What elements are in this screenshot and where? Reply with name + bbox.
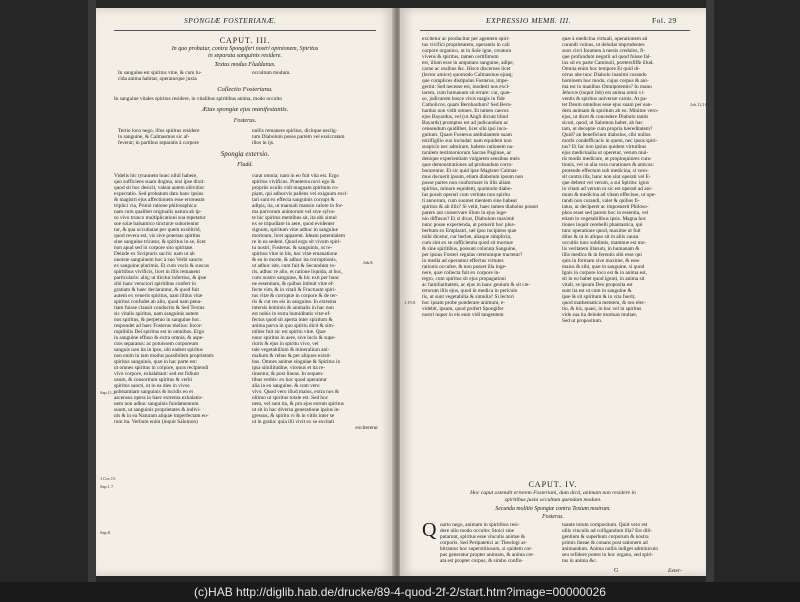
body-line: videbit, ipsum, quod profert Spongifer — [422, 306, 504, 312]
body-line: ata est propter corpus, & simbo conflu- — [440, 558, 524, 564]
body-line: Quid? an beneficium diabolus, cibi nullus — [562, 132, 651, 138]
body-line: ne essentiam, & quibus imbuit vitæ ef- — [252, 281, 335, 287]
body-line: latus, ut deciperet ac imposuerit Philoso- — [562, 204, 649, 210]
body-line: que profundum negotii ad quod fuisse fal- — [562, 54, 652, 60]
body-line: ultimo ut spiritus totale est. Sed hoc — [252, 395, 329, 401]
body-line: cerus abe tunc Diabolo inanimi curando — [562, 72, 647, 78]
body-line: animandum. Anima nullis indiget adminiculo — [562, 546, 659, 552]
body-line: bus. Omnes animæ singulae & Spiritus in — [252, 359, 341, 365]
body-line: ris & cut res eis in sanguine. In extrema — [252, 299, 337, 305]
body-line: per ipsius Fosteri regulas ceterumque tractetur? — [422, 252, 523, 258]
section-author: Fosterus. — [542, 514, 564, 520]
signature-mark: G — [614, 568, 619, 574]
body-line: ma est in manibus Omnipotentis? In manu — [562, 84, 652, 90]
body-line: piam, qui adhucvis pallens vel exiguum exci- — [252, 191, 349, 197]
body-line: in vitam ad verum ut sic est operati ad ani- — [562, 186, 653, 192]
body-line: tionis, vel ut alia vera curationes & amicos: — [562, 162, 655, 168]
body-line: dem animam & spiritum ab eo. Minime vero- — [562, 108, 659, 114]
right-page — [400, 8, 709, 576]
body-line: ti annorum, cum suomet mentem sine habeat — [422, 198, 517, 204]
body-line: malium & rebus & per aliquos existi- — [252, 353, 332, 359]
body-line: spiritus vitæ in his, hac vitæ emanatione — [252, 251, 338, 257]
right-page-header: EXPRESSIO MEMB. III. — [486, 16, 571, 25]
body-line: te hic spiritus mentibus sit, ita ubi simul — [252, 215, 337, 221]
body-line: spiritus confudet ab alio, quod nam penu- — [114, 299, 203, 305]
fluddanus-line: cida anima habitat, operaturque juxta — [118, 76, 197, 82]
fosterus-line: Tertio loco nego, illos spiritus residere — [118, 128, 200, 134]
body-line: tio, & his, quasi, in hac vel in spiritus — [562, 306, 642, 312]
body-line: tus vitæ & corruptæ in corpore & de ter- — [252, 293, 338, 299]
body-line: suos circi foramen à mesis credulos, fi- — [562, 48, 646, 54]
body-line: spiritus sanguinis, quæ in hac parte est: — [114, 359, 198, 365]
body-line: autem ex veneris spiritus, nam illitus vitæ — [114, 293, 203, 299]
body-line: Catholicos, quam Bernhardum? Sed Bern- — [422, 102, 512, 108]
body-line: cum sint ex se sufficientia quod sit mortuæ — [422, 240, 513, 246]
body-line: phos esset sed parem hoc in essentia, vel — [562, 210, 649, 216]
body-line: curandi vulnus, ut deludat imprudentes — [562, 42, 645, 48]
body-line: berbum ex Emplastri, uel ipso incipiens quæ — [422, 228, 517, 234]
body-line: triplici via, Primò ratione philosophica: — [114, 203, 198, 209]
body-line: substantiam sanguinis & lucidis eo et — [114, 389, 194, 395]
body-line: nunc spiritus in aere, sive lucis & supe- — [252, 335, 336, 341]
body-line: etiam in vegetabilibus ipsis. Magna hoc — [562, 216, 647, 222]
catchword: Exter- — [668, 568, 682, 574]
body-line: gentium & superbum corporum & nostra — [562, 534, 649, 540]
body-line: & magistri ejus affectionem esse erroneam — [114, 197, 205, 203]
body-line: carne ac ossibus &c. Hisce discernes licet — [422, 66, 511, 72]
body-line: ullis vinculis ad colligandum illa? Est dili- — [562, 528, 653, 534]
body-line: seu refidere potest in hoc organo, sed spiri- — [562, 552, 654, 558]
body-line: corpore organico, ut in Sole igne, creatura — [422, 48, 512, 54]
body-line: tam, ut deceptæ cum propria hæreditatem? — [562, 126, 653, 132]
body-line: ma parvorum animorum vel sive sylva- — [252, 209, 336, 215]
body-line: terorum illis ejus, quod in medica in periculo — [422, 288, 518, 294]
body-line: ut adhuc iste, cum fuit & Secundum ro- — [252, 263, 336, 269]
body-line: so vivo trunco multiplicationi sua repetatur — [114, 215, 206, 221]
left-page — [96, 8, 394, 576]
body-line: ut sit in hac diversa generatione ipsius in- — [252, 407, 341, 413]
body-line: Jehovæ (inquit Job) est anima omni vi- — [562, 90, 645, 96]
left-chapter-subtitle-2: in separata sanguinis residere. — [208, 53, 282, 59]
fosterus-left-col — [118, 128, 248, 146]
left-scan-edge — [88, 0, 96, 582]
body-line: Bayards) promptus est ad judicandum ac — [422, 120, 509, 126]
body-line: hominem hoc modo, cujus corpus & ani- — [562, 78, 649, 84]
body-line: dilus & ut in aliquo sit in aliis causa — [562, 234, 639, 240]
body-line: non apud sed in corpore sito spiritate. — [114, 245, 194, 251]
body-line: tiones inquit cerebelli phantastica, qui — [562, 222, 643, 228]
body-line: rationis occultæ, & non posset illa inge- — [422, 264, 507, 270]
body-line: tur, & qua occultatae per quem exsilitrid, — [114, 227, 201, 233]
body-line: nio diffusus? Et si dicat, Diabolum maximè — [422, 216, 515, 222]
body-line: lus possit operari cum veritate non spiritu — [422, 192, 510, 198]
body-line: primis lineae & conans post rationem ad — [562, 540, 648, 546]
body-line: mirifigilio suo includat: nam equidem non — [422, 138, 512, 144]
body-line: Videlis hic tyrannem hunc nihil habere, — [114, 173, 198, 179]
body-line: maius & sibi, quæ in sanguine, si quod — [562, 264, 645, 270]
body-line: sit contra illa, hanc non sint operati vel E- — [562, 174, 651, 180]
fosterus-label: Fosterus. — [233, 118, 257, 124]
right-scan-edge — [706, 0, 714, 582]
body-line: quod sit hoc desicit, valeat autem ubivitior — [114, 185, 205, 191]
body-line: ventis & spiritus universæ carnis. At pa- — [562, 96, 648, 102]
body-line: tinentur, & post lineas. In sequen- — [252, 371, 324, 377]
folio-number: Fol. 29 — [652, 16, 677, 25]
body-line: (lector amice) quomodo Calmasmus ejusq; — [422, 72, 513, 78]
body-line: sit in eo habet quod ignoti, in anima sit — [562, 276, 645, 282]
body-line: Omnia enim hoc tempore Et quid di- — [562, 66, 640, 72]
body-line: in media ad operantur effectus virtutes — [422, 258, 504, 264]
body-line: ctos separatus: ac potuissem corporeum — [114, 341, 199, 347]
body-line: mus docuerit ipsum, etiam diabolum ipsum non — [422, 174, 524, 180]
margin-note: 1.19.8. — [404, 300, 417, 305]
body-line: illis medica & in ferentis sibi esse qui — [562, 252, 642, 258]
spongia-label: Spongia extersio. — [220, 150, 270, 158]
body-line: nem non adhuc sanguinis fundamentum — [114, 401, 199, 407]
body-line: vivo. Quod vero illud maius, extra nos & — [252, 389, 339, 395]
body-line: Ignis in corpore loco est & in anima est, — [562, 270, 647, 276]
body-line: usum, & consortium spiritus & verbi — [114, 377, 192, 383]
body-line: quæ demonstrationes ad probandum corro- — [422, 162, 513, 168]
fluddanus-line: occultum modum. — [252, 70, 291, 76]
margin-note: Sap.11.2. — [100, 390, 117, 395]
body-line: hoc ipsam probe ponderare animum, e- — [422, 300, 505, 306]
body-line: vitali, se ipsum Deo proposita est — [562, 282, 633, 288]
body-line: nere, quæ collecta fuit ex corpore in- — [422, 270, 501, 276]
body-line: tale vegetabilium & mineralium ani- — [252, 347, 330, 353]
body-line: ut omnes spiritus in corpore, quos recipiendi — [114, 365, 209, 371]
body-line: randi non curandi, valet & quibus fi- — [562, 198, 640, 204]
fluddanus-right-col — [252, 70, 372, 76]
body-line: respondet ad haec Fosterus melius: Incor- — [114, 323, 203, 329]
margin-note: Sap.8. — [100, 530, 111, 535]
body-line: spiritus & ab illis? Si velit, haec tamen diabolus posset — [422, 204, 538, 210]
body-line: & sine spiritibus, possunt colorata Sanguine, — [422, 246, 517, 252]
body-line: tis modis medicare, ut propinquiores cura- — [562, 156, 652, 162]
body-line: mum & medicina ad vitam effecisse, ut ope- — [562, 192, 657, 198]
body-line: lis veritatem illarum, in humanam & — [562, 246, 640, 252]
body-line: sibi hanc veraciori spiritibus confert in — [114, 281, 196, 287]
body-line: tegro, cum spiritus sit ejus propagationi — [422, 276, 506, 282]
right-chapter-subtitle-2: spiritibus juxta occultum quendam modum. — [504, 497, 602, 503]
body-line: posse partes non conformare in illis aliam — [422, 180, 511, 186]
body-line: tus in anima &c. — [562, 558, 598, 564]
body-line: nis & in ea Naturam aliquæ imperfectam eo- — [114, 413, 209, 419]
body-line: signum, spiritum vitæ adhuc in sanguine — [252, 227, 338, 233]
body-line: suum, ut sanguinis proprietates & indivi- — [114, 407, 201, 413]
body-line: quis in formam sive maxime, & esse — [562, 258, 640, 264]
body-line: ejus Bayardus, vel (ut Angli dicunt blind — [422, 114, 509, 120]
body-line: tunc operatione quod, maxime ut fuit — [562, 228, 641, 234]
body-line: quod revera est, vis sive potestas spiritus — [114, 233, 201, 239]
right-body-col-2 — [562, 36, 690, 328]
body-line: que complices distipulus Fosterus, impe- — [422, 78, 509, 84]
catchword: exciteretur — [355, 425, 378, 431]
body-line: vivens & spiritus, tamen certifimum — [422, 54, 499, 60]
body-line: fecte vim, & in vitali & Fructuum spiri- — [252, 287, 337, 293]
body-line: tus vivifici proprietatem, operantis in cali — [422, 42, 510, 48]
body-line: sanguis non ita in ipso, ubi eadem spiritus — [114, 347, 203, 353]
collectio-text: In sanguine vitales spiritus residere, in vitalibus spiritibus anima, modo occulto — [114, 96, 283, 102]
body-line: tiam fuisse clausit conductio & Sed Textus — [114, 305, 205, 311]
body-line: tuante totum compositum. Quid vero est — [562, 522, 648, 528]
body-line: ipsa similitudine, vicenus et ita re- — [252, 365, 325, 371]
body-line: tu nostri, Fosterus. & sanguinis, ut re- — [252, 245, 333, 251]
fosterus-line: tum Diabolum posse partem vel exsiccatam — [252, 134, 345, 140]
body-line: curat omnia; nam in eo fuit vita est. Ergo — [252, 173, 339, 179]
body-line: tari sunt ex effecta sanguinis corrupt & — [252, 197, 335, 203]
body-line: ex se tripudiare in aere, quod evidenter — [252, 221, 335, 227]
body-line: nunc posse experienda, ut potuerit hoc plus- — [422, 222, 516, 228]
fluddanus-left-col — [118, 70, 248, 82]
body-line: vivo corpore, exhalabant: sed est fidium — [114, 371, 200, 377]
body-line: rum ita. Verbum enim (inquit Salomon) — [114, 419, 198, 425]
margin-note: Sap.1.7. — [100, 484, 115, 489]
body-line: nam cum qualibet originalis natura ab ip- — [114, 209, 202, 215]
body-line: fectus quod sit aperta inter spiritum & — [252, 317, 333, 323]
right-bottom-col-1 — [440, 522, 560, 564]
body-line: ex sanguine plurimis. Et cum vocis & suscus — [114, 263, 210, 269]
margin-note: Job.8. — [363, 260, 374, 265]
body-line: nos spiritus, & perpetuo in sanguine hoc. — [114, 317, 201, 323]
body-line: est, illum esse in amputato sanguine, adipe, — [422, 60, 514, 66]
left-page-header: SPONGIÆ FOSTERIANÆ. — [184, 16, 277, 25]
body-line: uarto nego, animam in spiritibus resi- — [440, 522, 520, 528]
body-line: suspicio nec admirare, habens rationem na- — [422, 144, 514, 150]
body-line: niliter fuit sic est spiritu vitæ. Quæ — [252, 329, 326, 335]
body-line: gerint: Sed necesse est, modesti nos exci- — [422, 84, 510, 90]
body-line: sic vitalis spiritus, nam sanguinis autem — [114, 311, 199, 317]
section-label: Secunda molitio Spongiæ contra Textum nostrum. — [495, 506, 611, 512]
body-line: censendum quidlibet, licet sibi ipsi inco- — [422, 126, 508, 132]
body-line: bitrantur hoc superstitiosum, si quidem cor- — [440, 546, 533, 552]
fosterus-line: feverat; in partibus separatis à corpore — [118, 140, 200, 146]
body-line: turalem testimoniorum Sacrae Paginae, ac — [422, 150, 512, 156]
drop-capital: Q — [422, 519, 437, 541]
body-line: spiritus, minore equidem, quomodo diabo- — [422, 186, 513, 192]
body-line: ruptibilis Dei spiritus est in omnibus. Ergo — [114, 329, 205, 335]
fluddanus-line: In sanguine est spiritus vitæ, & cum lu- — [118, 70, 202, 76]
body-line: anima parva in quo spiritu dicit & sim- — [252, 323, 335, 329]
body-line: quod mathematica mentem, & seo elec- — [562, 300, 647, 306]
body-line: ut in gratia: quia illi vivit ex se excitati — [252, 419, 335, 425]
body-line: parere aut conservare illum in ejus inge- — [422, 210, 508, 216]
body-line: dere ullo modo occulto: Stoici sine — [440, 528, 514, 534]
body-line: tibus verbis: ex hoc quod operantur — [252, 377, 327, 383]
body-line: gnitum. Quare Fosterus ambulantem suam — [422, 132, 512, 138]
body-line: rioris & ejus in spiritu vivo, vel — [252, 341, 319, 347]
body-line: tus? Et fac non ipsius quidem virtutibus — [562, 144, 647, 150]
fosterus-right-col — [252, 128, 376, 146]
body-line: tet Deum omnibus esse ejus suam per ean- — [562, 102, 653, 108]
body-line: ascensus opera in haec extrema exhalatio- — [114, 395, 203, 401]
body-line: denique experientiam vulgarem sensibus meis — [422, 156, 520, 162]
body-line: particularis: aliq; ut dicitur infertius, & ipse — [114, 275, 207, 281]
body-line: est nobis in extra humiditatis vitæ ef- — [252, 311, 331, 317]
body-line: sue solæ balsamico tincturæ suborientur — [114, 221, 200, 227]
left-chapter-subtitle-1: In quo probatur, contra Spongiferi nostri opinionem, Spiritus — [171, 46, 319, 52]
body-line: nem, vel sunt ita, & pro ejus eorum spiritus — [252, 401, 344, 407]
right-body-col-1 — [422, 36, 558, 328]
body-line: que debent vel verum, a sui Spiritu: ignis — [562, 180, 650, 186]
body-line: in sanguine effuso & extra omnia, & aspe- — [114, 335, 204, 341]
fosterus-line: illos in ijs. — [252, 140, 275, 146]
left-chapter-title: CAPUT. III. — [219, 36, 271, 45]
body-line: gratiam & haec declarantur, & quod fuit — [114, 287, 199, 293]
body-line: tarem, cum humanum sit errare: cur, quæ- — [422, 90, 511, 96]
body-line: non enim in tam modus possibilem proprietatis — [114, 353, 214, 359]
right-header-rule — [420, 30, 690, 31]
collectio-label: Collectio Fosteriana. — [217, 86, 273, 93]
body-line: unoiste sanguinem hoc à suo Verbi sancto — [114, 257, 203, 263]
body-line: ejus, ut dicet & concedere Diabolo tantis — [562, 114, 649, 120]
body-line: spiritus sancti, ut in ea dies in vivos — [114, 383, 190, 389]
body-line: Sed ut propositum. — [562, 318, 603, 324]
textus-label: Textus modus Fluddanus. — [214, 62, 276, 68]
body-line: quæ à medicina virtuali, operationem ad — [562, 36, 648, 42]
body-line: mihi dicetur, cur herbæ, aliaque simplicia, — [422, 234, 512, 240]
body-line: putarunt, spiritus esse vinculis animæ & — [440, 534, 526, 540]
body-line: excitetur ac producitur per agentem spiri- — [422, 36, 510, 42]
fosterus-line: nullis remanere spiritus, dicitque neclig- — [252, 128, 338, 134]
right-chapter-title: CAPUT. IV. — [528, 480, 578, 489]
body-line: cum nostro sanguine, & hic exit per hunc — [252, 275, 340, 281]
body-line: so, judicarem hosce viros magis in fide — [422, 96, 505, 102]
body-line: borarentur. Et sic quid ipse Magister Calmas- — [422, 168, 519, 174]
fludd-label: Fludd. — [237, 162, 253, 168]
body-line: re in ea sedem. Quod ergo sit vivum spiri- — [252, 239, 342, 245]
right-chapter-subtitle-1: Hoc caput ostendit errorem Fosteriani, dum dicit, animam non residere in — [470, 490, 636, 496]
body-line: occultis tunc sublimis, mammæ est mo- — [562, 240, 647, 246]
body-line: spiritibus vivificis, licet in illis remanent — [114, 269, 200, 275]
right-bottom-col-2 — [562, 522, 690, 564]
body-line: ipse & sit spiritum & in vita fuerit, — [562, 294, 636, 300]
body-line: mortuum, licet apparent. Ideam potentialem — [252, 233, 345, 239]
body-line: ris, adhuc re alio, et ratione liquida, at hoc, — [252, 269, 343, 275]
body-line: pus generatur propter animam, & anima cre- — [440, 552, 535, 558]
body-line: spiritus vivificus. Praeterea novi ego & — [252, 179, 335, 185]
body-line: tis, ut sunt vegetabilia & simulia? Si lectori — [422, 294, 514, 300]
left-body-col-2 — [252, 173, 378, 568]
body-line: ejus medicinalia ut operetur, verum mul- — [562, 150, 649, 156]
margin-note: 1.Cor.15. — [100, 476, 117, 481]
body-line: adipis, ita, ut manuali mansio calore in for- — [252, 203, 344, 209]
body-line: hardus non vidit omnes. Et tamen caecus — [422, 108, 509, 114]
body-line: corporis. Sed Peripatetici ac Theologi ar- — [440, 540, 527, 546]
body-line: nostri nuper in eis eum vidi tangentem — [422, 312, 504, 318]
body-line: morbi condefficacis in quem, nec ipsos spiri- — [562, 138, 658, 144]
body-line: sunt ita est ut cum in sanguine & — [562, 288, 632, 294]
body-line: quo sufficiens suam dogma, nisi ipse dixit: — [114, 179, 205, 185]
image-credit-footer: (c)HAB http://diglib.hab.de/drucke/89-4-quod-2f-2/start.htm?image=00000026 — [0, 582, 800, 602]
left-body-col-1 — [114, 173, 248, 568]
body-line: sine sanguine tricatur, & spiritus in se, licet — [114, 239, 206, 245]
body-line: intersis hominis & animalis in hac non — [252, 305, 334, 311]
body-line: protende effectum sub medicina, si vero- — [562, 168, 649, 174]
body-line: lax sit ex parte Caminoli, prætersfiffe illud. — [562, 60, 654, 66]
body-line: alia in eo sanguine. & cum vero — [252, 383, 320, 389]
body-line: ac familiaritatem, ac ejus in hanc genium & sit cæ- — [422, 282, 530, 288]
body-line: vide sua ita deinde mortuas multae, — [562, 312, 638, 318]
body-line: & ea in morte, & adhuc ita corruptionis, — [252, 257, 337, 263]
margin-note: Job.12.10. — [690, 102, 709, 107]
left-header-rule — [114, 30, 376, 31]
body-line: Deinde ex Scripturis sacris: nam ut ab — [114, 251, 195, 257]
body-line: expectatio. Sed probatum dato hanc ipsius — [114, 191, 204, 197]
body-line: propriis oculis vidi magnam spiritum co- — [252, 185, 339, 191]
body-line: sicuti, quod, ut Salomon habet, ab hac — [562, 120, 643, 126]
body-line: gressus, & spiritu vi & in vitiis inter se — [252, 413, 335, 419]
aetas-label: Ætas spongiæ ejus manifestantis. — [201, 106, 289, 113]
fosterus-line: in sanguine, & Calmasmus sic af- — [118, 134, 190, 140]
